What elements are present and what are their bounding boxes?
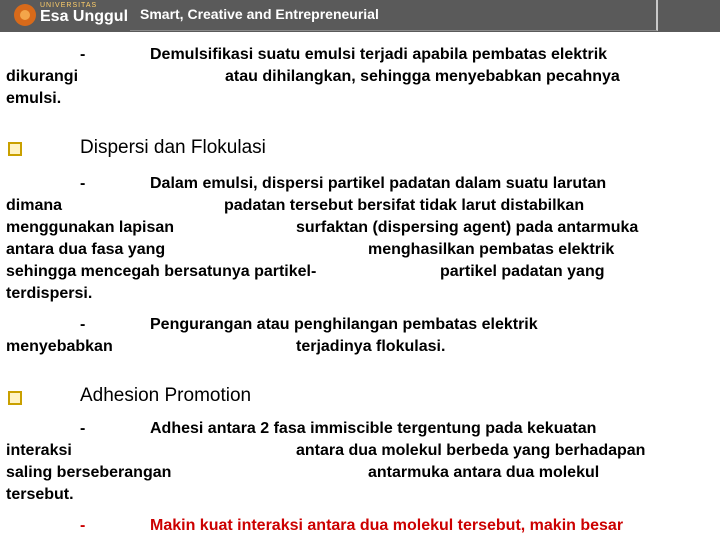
p2-line1: Dalam emulsi, dispersi partikel padatan dalam suatu larutan [150, 175, 607, 192]
p2-line4a: antara dua fasa yang [6, 241, 166, 258]
dash-5: - [80, 517, 86, 534]
header-bar [0, 0, 720, 32]
p1-line2b: atau dihilangkan, sehingga menyebabkan pecahnya [225, 68, 620, 85]
p4-line1: Adhesi antara 2 fasa immiscible tergentung pada kekuatan [150, 420, 597, 437]
p1-line1: Demulsifikasi suatu emulsi terjadi apabila pembatas elektrik [150, 46, 608, 63]
p4-line2b: antara dua molekul berbeda yang berhadapan [296, 442, 646, 459]
p4-line3b: antarmuka antara dua molekul [368, 464, 600, 481]
p2-line2b: padatan tersebut bersifat tidak larut distabilkan [224, 197, 585, 214]
header-tagline-panel [130, 0, 658, 31]
dash-2: - [80, 175, 86, 192]
p2-line5a: sehingga mencegah bersatunya partikel- [6, 263, 317, 280]
p2-line5b: partikel padatan yang [440, 263, 605, 280]
p4-line3a: saling berseberangan [6, 464, 172, 481]
p5-line1: Makin kuat interaksi antara dua molekul tersebut, makin besar [150, 517, 624, 534]
tagline: Smart, Creative and Entrepreneurial [140, 6, 379, 22]
p1-line3: emulsi. [6, 90, 62, 107]
dash-4: - [80, 420, 86, 437]
p2-line3a: menggunakan lapisan [6, 219, 175, 236]
p2-line6: terdispersi. [6, 285, 93, 302]
p4-line2a: interaksi [6, 442, 72, 459]
p4-line4: tersebut. [6, 486, 74, 503]
brand-name: Esa Unggul [40, 8, 129, 25]
p1-line2a: dikurangi [6, 68, 79, 85]
dash-3: - [80, 316, 86, 333]
p2-line3b: surfaktan (dispersing agent) pada antarmuka [296, 219, 639, 236]
checkbox-bullet-icon [8, 142, 22, 156]
p3-line2b: terjadinya flokulasi. [296, 338, 446, 355]
p2-line4b: menghasilkan pembatas elektrik [368, 241, 615, 258]
p3-line1: Pengurangan atau penghilangan pembatas elektrik [150, 316, 538, 333]
esa-unggul-logo-icon [14, 4, 36, 26]
p2-line2a: dimana [6, 197, 63, 214]
checkbox-bullet-icon [8, 391, 22, 405]
brand-university-label: UNIVERSITAS [40, 2, 98, 9]
p3-line2a: menyebabkan [6, 338, 113, 355]
heading-adhesion: Adhesion Promotion [80, 385, 252, 406]
dash-1: - [80, 46, 86, 63]
heading-dispersi: Dispersi dan Flokulasi [80, 137, 266, 158]
